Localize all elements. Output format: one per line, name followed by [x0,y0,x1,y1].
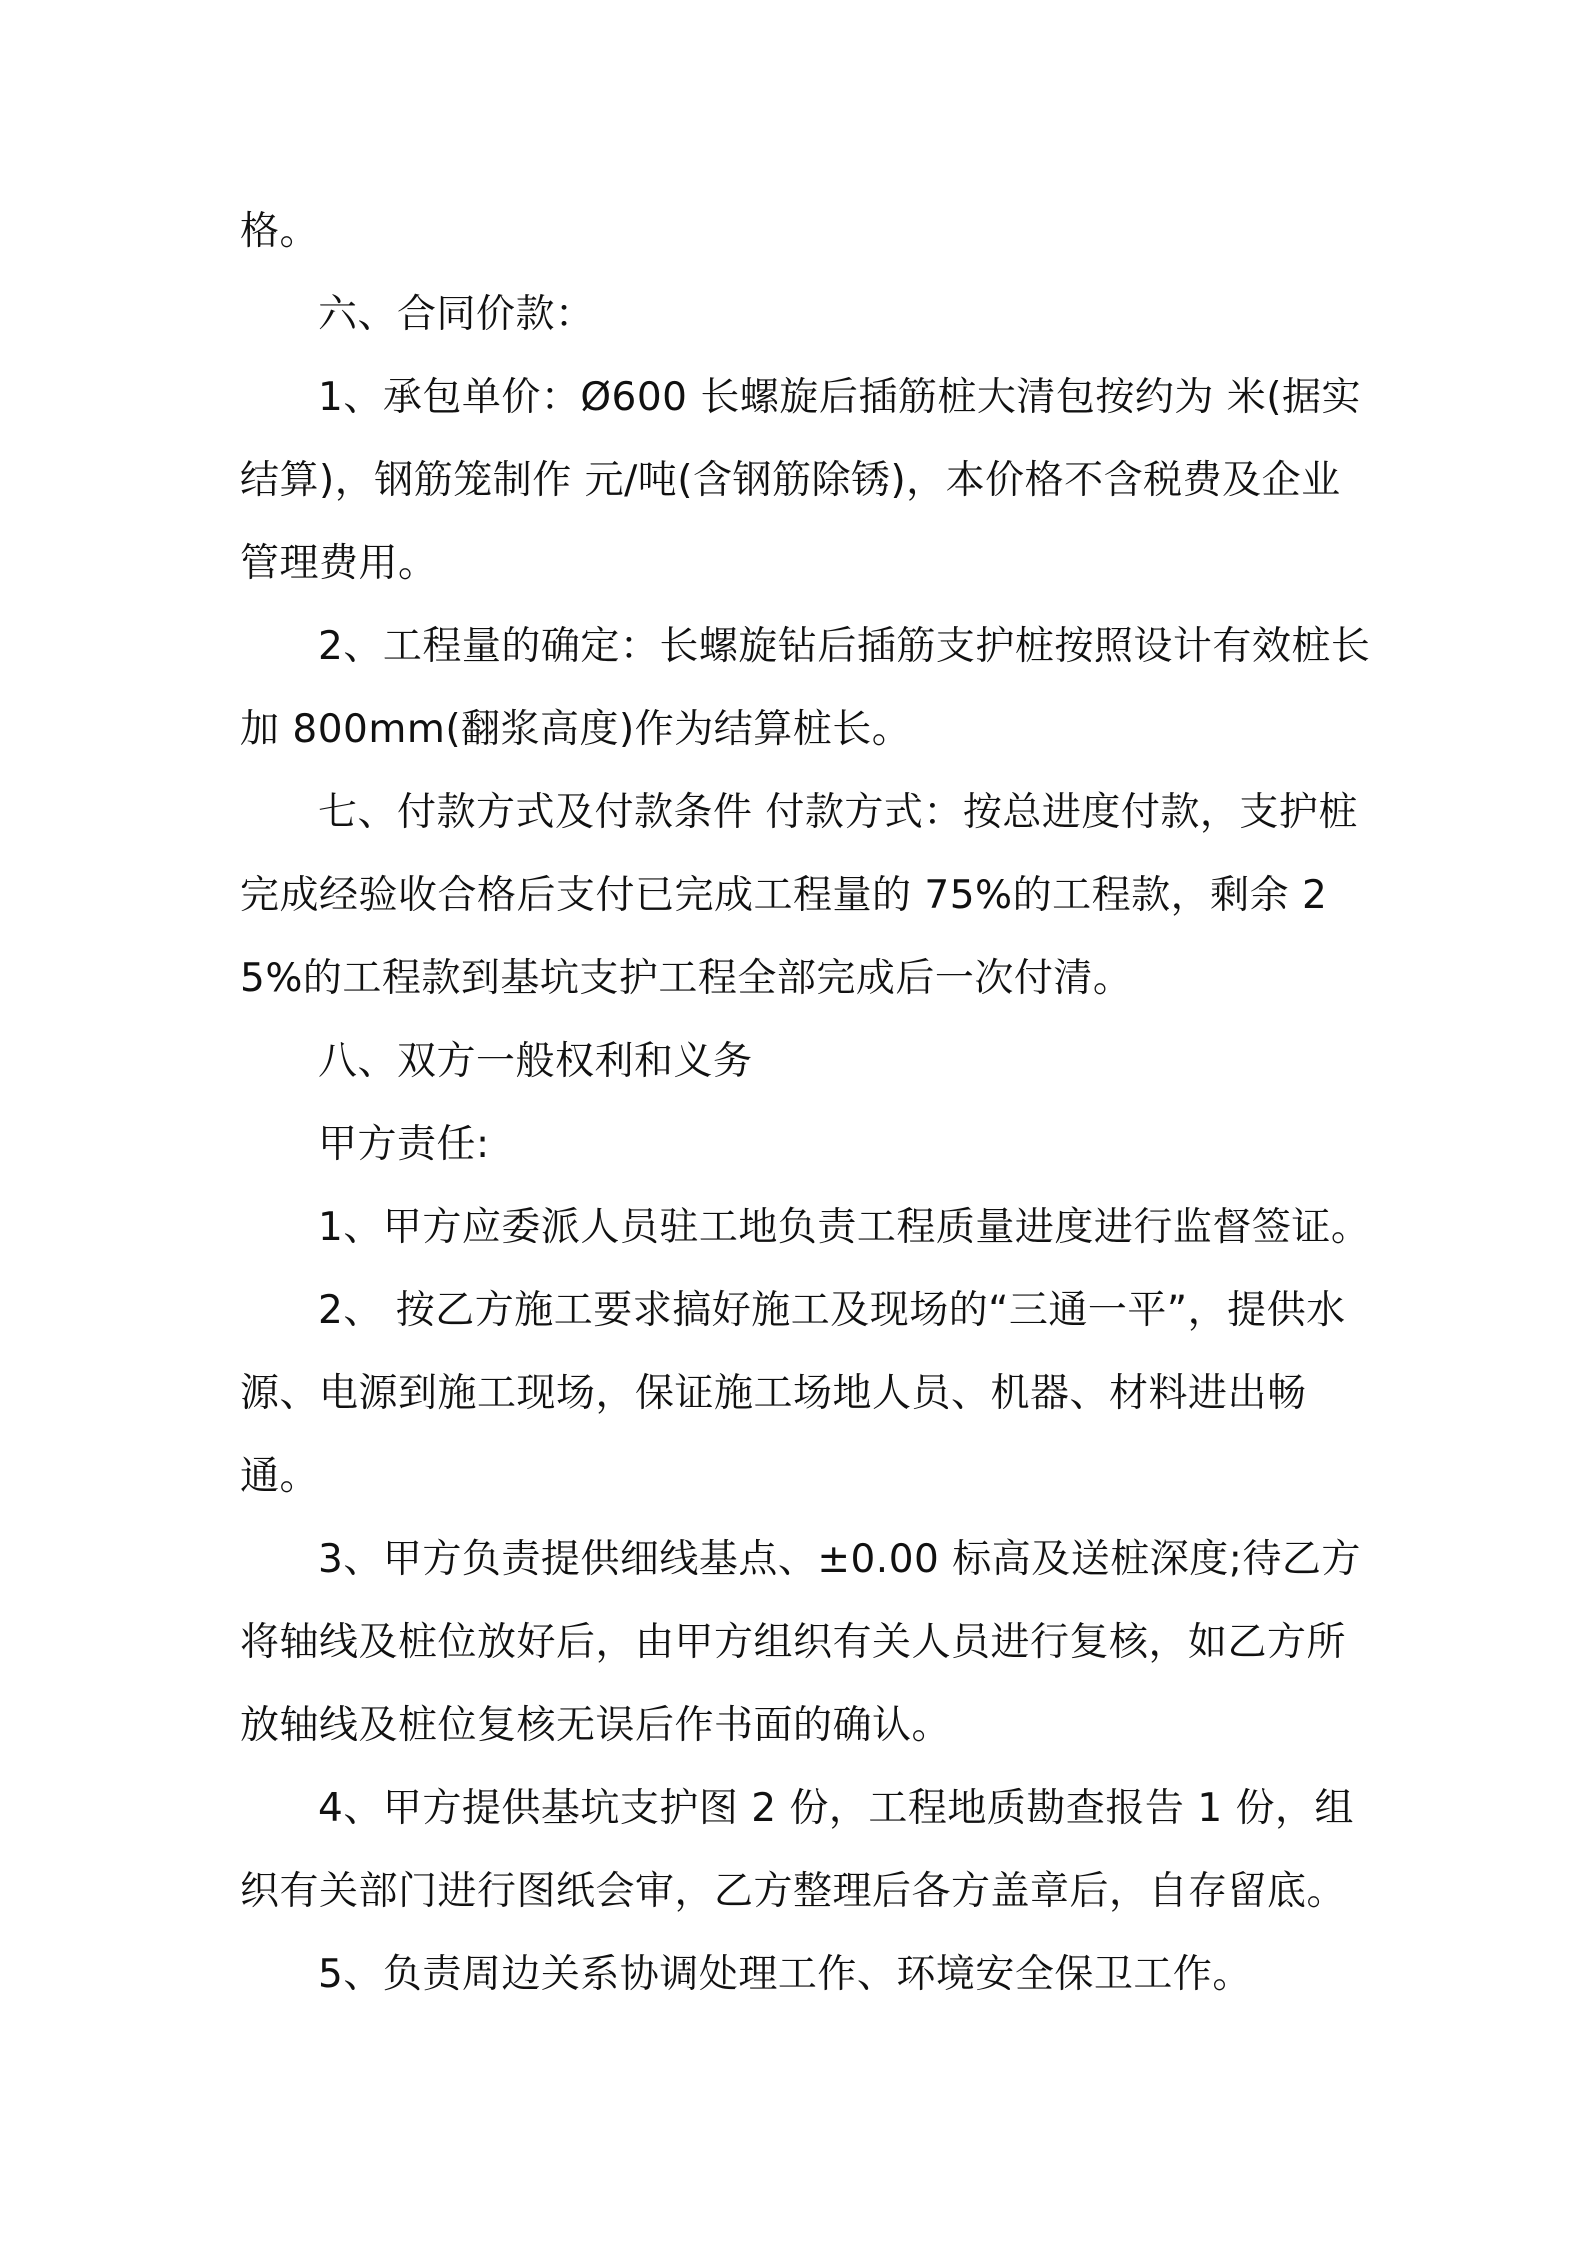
section-heading-rights-obligations: 八、双方一般权利和义务 [318,1039,753,1084]
paragraph-unit-price: 1、承包单价：Ø600 长螺旋后插筋桩大清包按约为 米(据实结算)，钢筋笼制作 元/吨(含钢筋除锈)，本价格不含税费及企业管理费用。 [240,375,1361,586]
paragraph-duty-4: 4、甲方提供基坑支护图 2 份，工程地质勘查报告 1 份，组织有关部门进行图纸会审，乙方整理后各方盖章后，自存留底。 [240,1786,1355,1914]
paragraph-duty-1: 1、甲方应委派人员驻工地负责工程质量进度进行监督签证。 [318,1205,1371,1250]
paragraph-payment-terms: 七、付款方式及付款条件 付款方式：按总进度付款，支护桩完成经验收合格后支付已完成工程量的 75%的工程款，剩余 25%的工程款到基坑支护工程全部完成后一次付清。 [240,790,1358,1001]
paragraph-duty-5: 5、负责周边关系协调处理工作、环境安全保卫工作。 [318,1952,1252,1997]
section-heading-contract-price: 六、合同价款： [318,292,595,337]
subheading-party-a-duties: 甲方责任: [318,1122,490,1167]
paragraph-continuation: 格。 [240,209,320,254]
paragraph-duty-3: 3、甲方负责提供细线基点、±0.00 标高及送桩深度;待乙方将轴线及桩位放好后，由甲方组织有关人员进行复核，如乙方所放轴线及桩位复核无误后作书面的确认。 [240,1537,1361,1748]
document-body [240,190,1372,2016]
paragraph-quantity: 2、工程量的确定：长螺旋钻后插筋支护桩按照设计有效桩长加 800mm(翻浆高度)作为结算桩长。 [240,624,1371,752]
paragraph-duty-2: 2、 按乙方施工要求搞好施工及现场的“三通一平”，提供水源、电源到施工现场，保证施工场地人员、机器、材料进出畅通。 [240,1288,1346,1499]
